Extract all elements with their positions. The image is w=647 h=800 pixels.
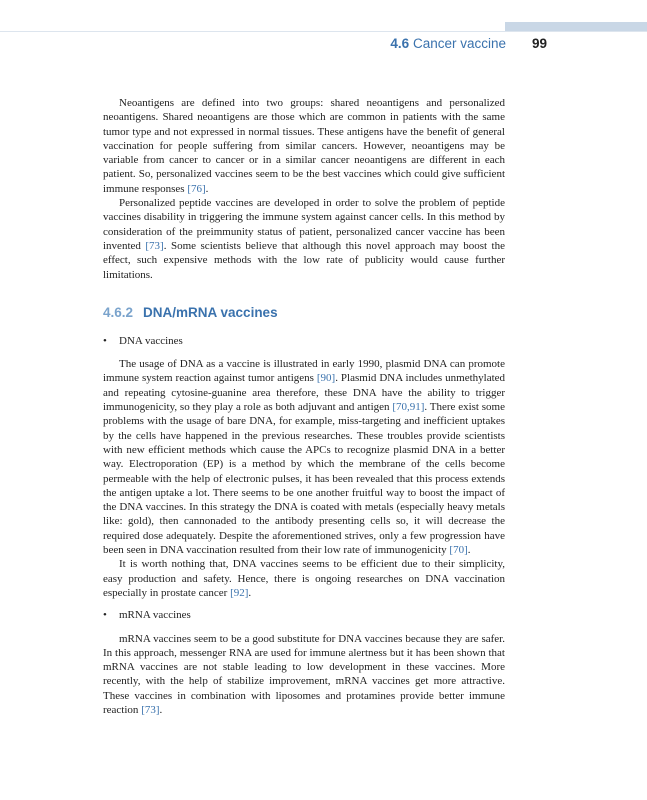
section-title: DNA/mRNA vaccines [143,304,278,320]
bullet-dna-vaccines [103,334,505,348]
paragraph-dna-efficiency: It is worth nothing that, DNA vaccines seems to be efficient due to their simplicity, easy production and safety. Hence, there is ongoing researches on DNA vaccination especially in prostate cancer [92]. [103,558,505,599]
paragraph-neoantigens: Neoantigens are defined into two groups: shared neoantigens and personalized neoantigens. Shared neoantigens are those which are common in patients with the same tumor type and not expressed in normal tissues. These antigens have the benefit of general vaccination for people suffering from similar cancers. However, neoantigens may be variable from cancer to cancer or in a similar cancer neoantigens are different in each patient. So, personalized vaccines seem to be the best vaccines which could give sufficient immune responses [76]. [103,97,505,195]
citation-link[interactable]: [70] [449,544,468,557]
citation-link[interactable]: [70,91] [392,401,425,414]
citation-link[interactable]: [90] [316,372,336,385]
section-number: 4.6.2 [103,304,134,320]
section-heading [103,305,505,320]
running-head-section-title: Cancer vaccine [412,36,506,51]
header-accent-bar [505,22,647,31]
bullet-icon: • [103,334,107,347]
body-text [103,96,505,717]
paragraph-personalized-vaccines: Personalized peptide vaccines are developed in order to solve the problem of peptide vaccines disability in triggering the immune system against cancer cells. In this method by consideration of the preimmunity status of patient, personalized cancer vaccine has been invented [73]. Some scientists believe that although this novel approach may boost the effect, such expensive methods with the low rate of publicity would cause further limitations. [103,197,505,281]
citation-link[interactable]: [76] [187,182,206,195]
paragraph-mrna: mRNA vaccines seem to be a good substitute for DNA vaccines because they are safer. In this approach, messenger RNA are used for immune alertness but it has been shown that mRNA vaccines are not stable leading to low development in these vaccines. More recently, with the help of stabilize improvement, mRNA vaccines get more attractive. These vaccines in combination with liposomes and protamines provide better immune reaction [73]. [103,632,505,716]
bullet-icon: • [103,609,107,622]
bullet-mrna-vaccines [103,608,505,622]
page-number: 99 [532,36,548,51]
running-head [390,36,506,51]
bullet-label: DNA vaccines [119,334,183,347]
header-rule [0,31,647,32]
citation-link[interactable]: [92] [230,586,249,599]
running-head-section-number: 4.6 [390,36,410,51]
citation-link[interactable]: [73] [145,239,164,252]
bullet-label: mRNA vaccines [119,609,191,622]
citation-link[interactable]: [73] [141,703,160,716]
paragraph-dna-usage: The usage of DNA as a vaccine is illustrated in early 1990, plasmid DNA can promote immune system reaction against tumor antigens [90]. Plasmid DNA includes unmethylated and repeating cytosine-guanine area therefore, these DNA have the ability to trigger immunogenicity, so they play a role as both adjuvant and antigen [70,91]. There exist some problems with the usage of bare DNA, for example, miss-targeting and inefficient uptakes by the cells have happened in the previous researches. These troubles provide scientists with new efficient methods which cause the APCs to recognize plasmid DNA in a better way. Electroporation (EP) is a method by which the membrane of the cells become permeable with the help of electronic pulses, it has been revealed that this process extends the antigen uptake a lot. There seems to be one another fruitful way to boost the impact of the DNA vaccines. In this strategy the DNA is coated with metals (especially heavy metals like: gold), then cannonaded to the antibody presenting cells so, it will decrease the required dose adequately. Despite the aforementioned strives, only a few progression have been seen in DNA vaccination resulted from their low rate of immunogenicity [70]. [103,358,506,557]
